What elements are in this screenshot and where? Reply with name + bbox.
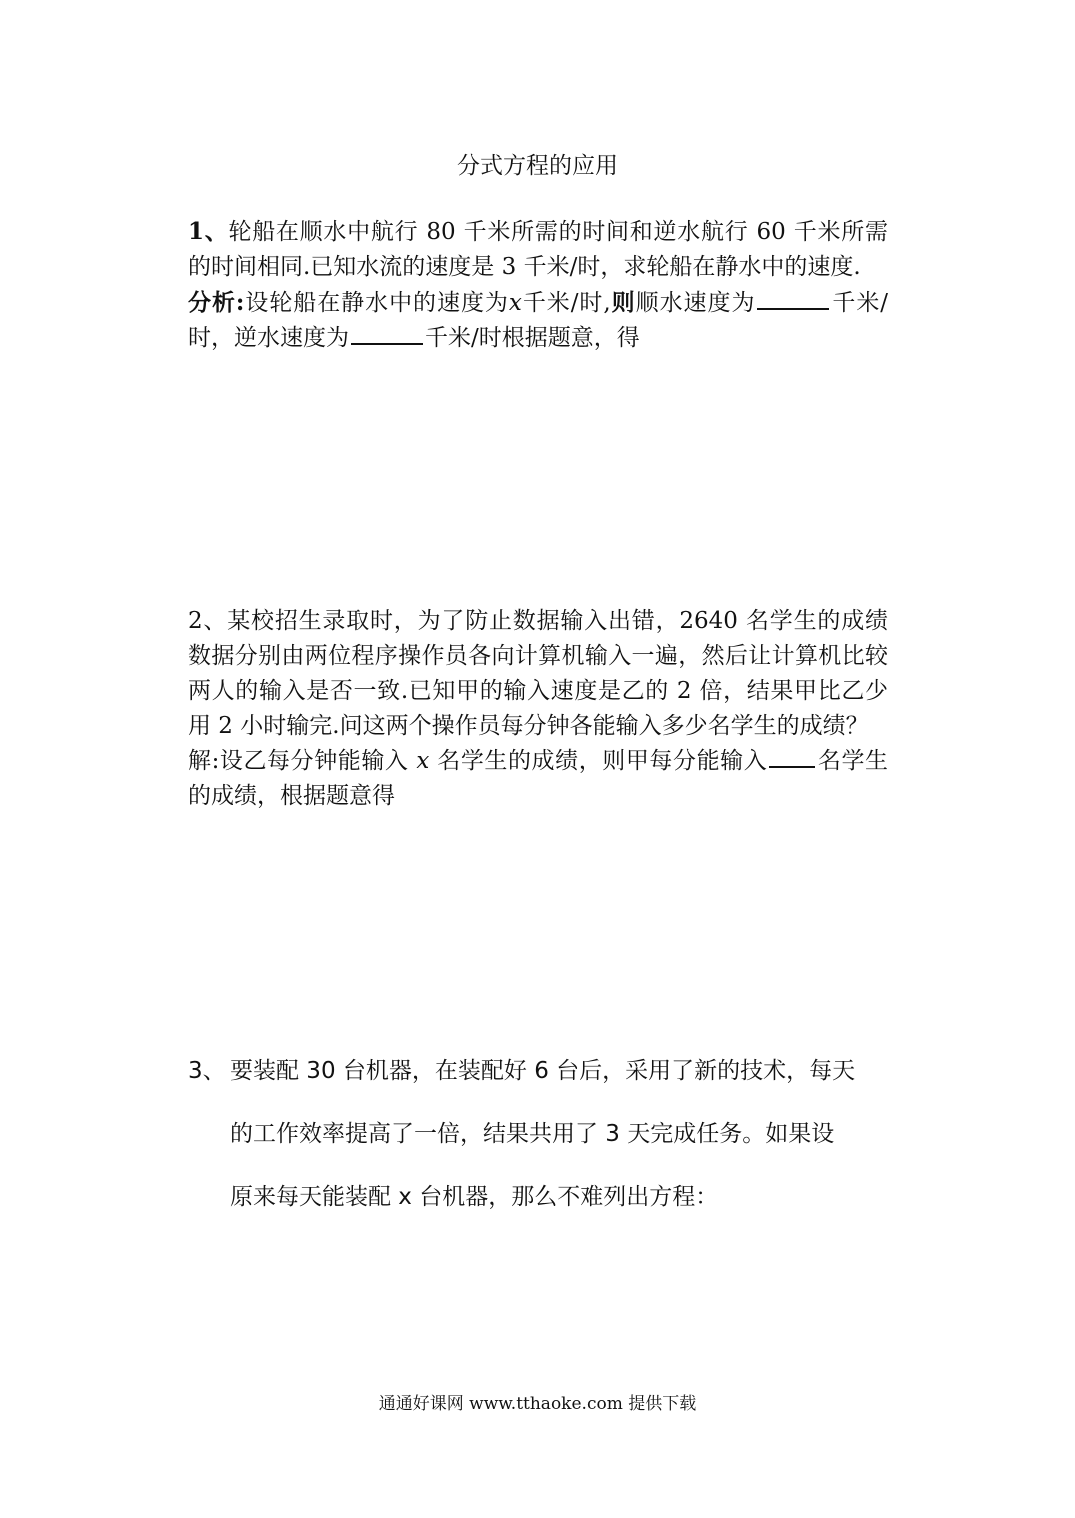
question-3-line-2: 的工作效率提高了一倍，结果共用了 3 天完成任务。如果设 bbox=[230, 1121, 835, 1147]
footer-source: 通通好课网 www.tthaoke.com 提供下载 bbox=[378, 1394, 697, 1414]
analysis-text-1: 设轮船在静水中的速度为 bbox=[244, 290, 509, 316]
question-2-text: 2、某校招生录取时，为了防止数据输入出错，2640 名学生的成绩数据分别由两位程序操作员各向计算机输入一遍，然后让计算机比较两人的输入是否一致.已知甲的输入速度是乙的 2 倍，结果甲比乙少用 2 小时输完.问这两个操作员每分钟各能输入多少名学生的成绩？ bbox=[188, 608, 888, 739]
analysis-text-2: 千米/时, bbox=[521, 290, 611, 316]
question-3-line-3: 原来每天能装配 x 台机器，那么不难列出方程： bbox=[230, 1184, 719, 1210]
analysis-text-4: 千米/时，逆水速度为 bbox=[188, 290, 889, 351]
answer-blank-upstream-speed[interactable] bbox=[351, 321, 423, 345]
variable-x: x bbox=[508, 290, 522, 316]
solution-text-1: 解:设乙每分钟能输入 bbox=[188, 748, 409, 774]
analysis-label: 分析: bbox=[188, 289, 245, 316]
page-title: 分式方程的应用 bbox=[457, 153, 618, 179]
question-3-line-1 bbox=[188, 1040, 888, 1103]
solution-text-2: 名学生的成绩，则甲每分能输入 bbox=[437, 748, 768, 774]
solution-text-3: 名学生的成绩，根据题意得 bbox=[188, 748, 889, 809]
question-3-number: 3、 bbox=[188, 1058, 226, 1084]
analysis-text-3: 顺水速度为 bbox=[635, 290, 756, 316]
analysis-then: 则 bbox=[610, 289, 636, 316]
question-3-text-1: 要装配 30 台机器，在装配好 6 台后，采用了新的技术，每天 bbox=[230, 1058, 856, 1084]
question-2 bbox=[188, 604, 888, 814]
answer-blank-downstream-speed[interactable] bbox=[757, 286, 829, 310]
question-1-text: 轮船在顺水中航行 80 千米所需的时间和逆水航行 60 千米所需的时间相同.已知水流的速度是 3 千米/时，求轮船在静水中的速度. bbox=[188, 219, 888, 280]
analysis-text-5: 千米/时根据题意，得 bbox=[425, 325, 640, 351]
answer-blank-operator-a-rate[interactable] bbox=[769, 744, 815, 768]
question-1-number: 1、 bbox=[188, 218, 229, 245]
variable-x: x bbox=[416, 748, 430, 774]
question-1 bbox=[188, 214, 888, 356]
question-3 bbox=[188, 1040, 888, 1229]
